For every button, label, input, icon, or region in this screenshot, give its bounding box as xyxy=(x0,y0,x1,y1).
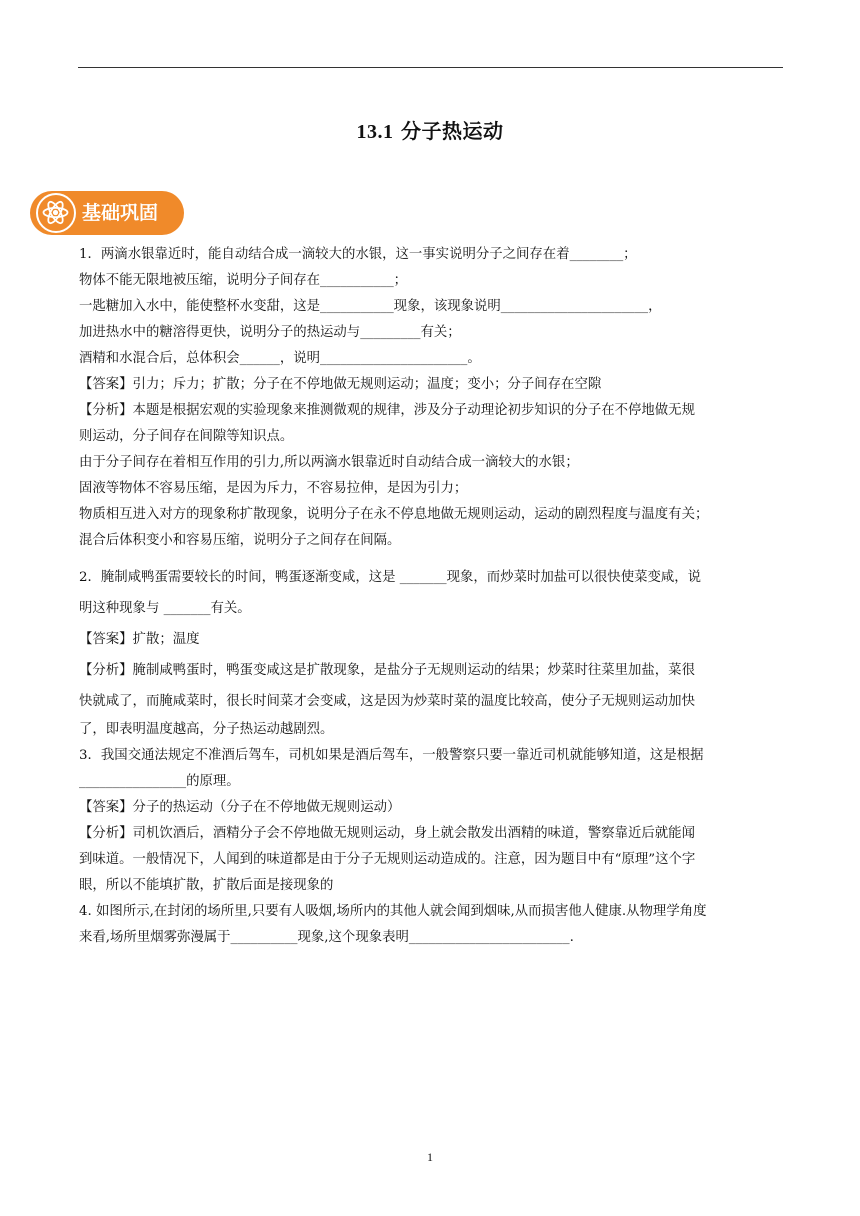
q1-analysis: 物质相互进入对方的现象称扩散现象，说明分子在永不停息地做无规则运动，运动的剧烈程度与温度有关； xyxy=(79,507,709,522)
q2-line: 2．腌制咸鸭蛋需要较长的时间，鸭蛋逐渐变咸，这是 _______现象，而炒菜时加盐可以很快使菜变咸，说 xyxy=(79,570,702,585)
header-rule xyxy=(78,67,783,68)
page-title xyxy=(0,115,860,144)
q4-line: 来看,场所里烟雾弥漫属于__________现象,这个现象表明________________________. xyxy=(79,930,574,945)
page-number: 1 xyxy=(427,1150,433,1164)
q2-answer: 【答案】扩散；温度 xyxy=(79,632,200,647)
q2-line: 明这种现象与 _______有关。 xyxy=(79,601,251,616)
q1-line: 酒精和水混合后，总体积会______，说明______________________。 xyxy=(79,351,481,366)
q3-line: 3．我国交通法规定不准酒后驾车，司机如果是酒后驾车，一般警察只要一靠近司机就能够知道，这是根据 xyxy=(79,748,704,763)
q1-line: 一匙糖加入水中，能使整杯水变甜，这是___________现象，该现象说明______________________， xyxy=(79,299,662,314)
document-body xyxy=(79,242,785,951)
q1-line: 物体不能无限地被压缩，说明分子间存在___________； xyxy=(79,273,408,288)
q2-analysis: 【分析】腌制咸鸭蛋时，鸭蛋变咸这是扩散现象，是盐分子无规则运动的结果；炒菜时往菜里加盐，菜很 xyxy=(79,663,695,678)
q1-analysis: 由于分子间存在着相互作用的引力,所以两滴水银靠近时自动结合成一滴较大的水银； xyxy=(79,455,579,470)
q1-analysis: 混合后体积变小和容易压缩，说明分子之间存在间隔。 xyxy=(79,533,401,548)
q1-line: 加进热水中的糖溶得更快，说明分子的热运动与_________有关； xyxy=(79,325,461,340)
q4-line: 4. 如图所示,在封闭的场所里,只要有人吸烟,场所内的其他人就会闻到烟味,从而损害他人健康.从物理学角度 xyxy=(79,904,707,919)
section-badge xyxy=(30,191,184,235)
q1-analysis: 【分析】本题是根据宏观的实验现象来推测微观的规律，涉及分子动理论初步知识的分子在不停地做无规 xyxy=(79,403,695,418)
q1-analysis: 则运动，分子间存在间隙等知识点。 xyxy=(79,429,294,444)
q3-line: ________________的原理。 xyxy=(79,774,240,789)
q3-answer: 【答案】分子的热运动（分子在不停地做无规则运动） xyxy=(79,800,401,815)
title-text: 分子热运动 xyxy=(400,119,504,143)
q3-analysis: 眼，所以不能填扩散，扩散后面是接现象的 xyxy=(79,878,334,893)
q1-analysis: 固液等物体不容易压缩，是因为斥力，不容易拉伸，是因为引力； xyxy=(79,481,468,496)
atom-icon xyxy=(36,193,76,233)
q3-analysis: 到味道。一般情况下，人闻到的味道都是由于分子无规则运动造成的。注意，因为题目中有“原理”这个字 xyxy=(79,852,696,867)
section-badge-label: 基础巩固 xyxy=(82,202,159,224)
q3-analysis: 【分析】司机饮酒后，酒精分子会不停地做无规则运动，身上就会散发出酒精的味道，警察靠近后就能闻 xyxy=(79,826,695,841)
title-number: 13.1 xyxy=(356,121,394,143)
q1-line: 1．两滴水银靠近时，能自动结合成一滴较大的水银，这一事实说明分子之间存在着________； xyxy=(79,247,637,262)
q2-analysis: 了，即表明温度越高，分子热运动越剧烈。 xyxy=(79,722,334,737)
q2-analysis: 快就咸了，而腌咸菜时，很长时间菜才会变咸，这是因为炒菜时菜的温度比较高，使分子无规则运动加快 xyxy=(79,694,695,709)
q1-answer: 【答案】引力；斥力；扩散；分子在不停地做无规则运动；温度；变小；分子间存在空隙 xyxy=(79,377,602,392)
